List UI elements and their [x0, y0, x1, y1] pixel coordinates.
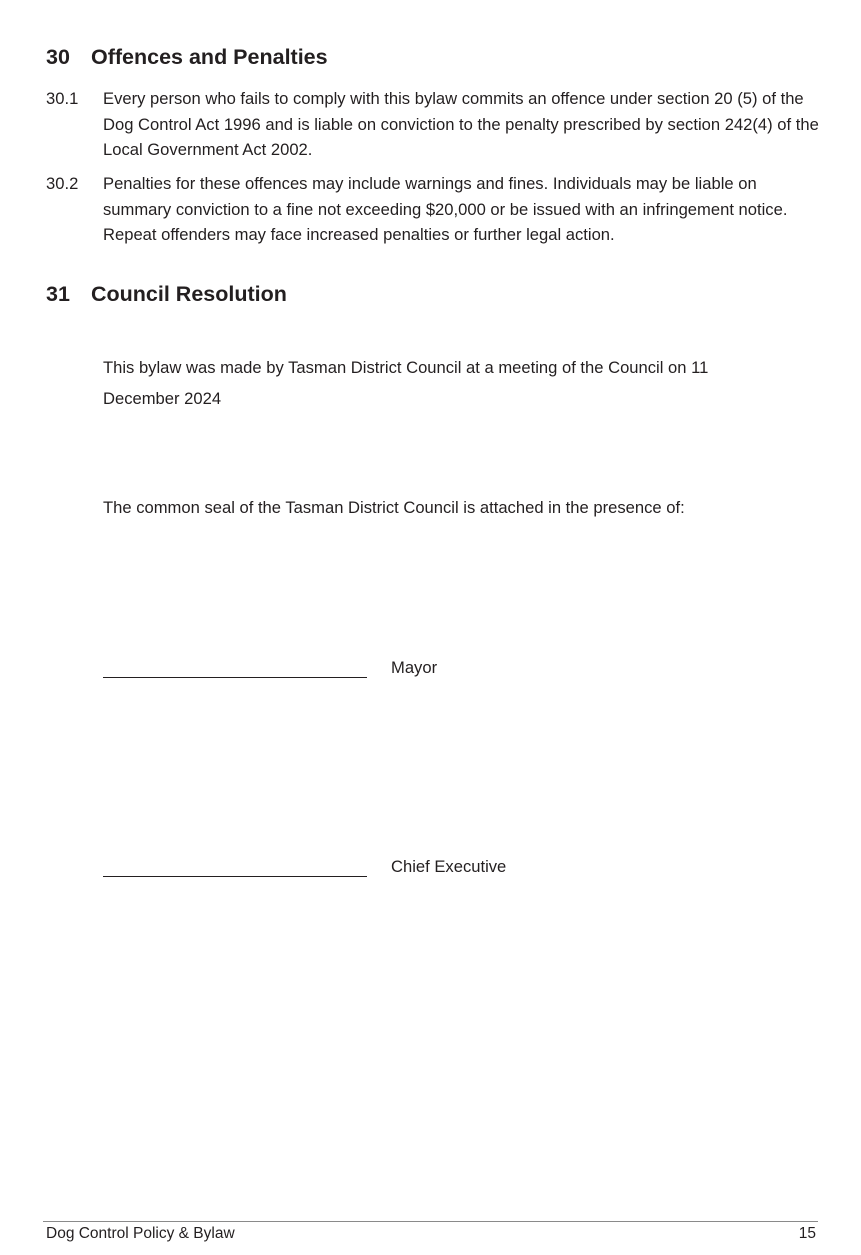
section-title: Council Resolution [91, 282, 287, 306]
footer-page-number: 15 [798, 1225, 816, 1242]
chief-executive-signature-line [103, 876, 367, 877]
section-number: 30 [46, 45, 70, 69]
clause-text: Penalties for these offences may include warnings and fines. Individuals may be liable on summary conviction to a fine not exceeding $20,000 or be issued with an infringement notice. Repeat offenders may face increased penalties or further legal action. [103, 174, 788, 244]
mayor-signature-line [103, 677, 367, 678]
section-title: Offences and Penalties [91, 45, 328, 69]
section-number: 31 [46, 282, 70, 306]
clause-number: 30.2 [46, 174, 79, 193]
clause-30-2 [46, 171, 826, 248]
section-31-heading [46, 282, 287, 307]
resolution-text: This bylaw was made by Tasman District Council at a meeting of the Council on 11 December 2024 [103, 358, 709, 408]
footer-document-title: Dog Control Policy & Bylaw [46, 1225, 235, 1242]
footer-divider [43, 1221, 818, 1222]
seal-text: The common seal of the Tasman District Council is attached in the presence of: [103, 498, 685, 517]
clause-number: 30.1 [46, 89, 79, 108]
clause-30-1 [46, 86, 826, 163]
chief-executive-label: Chief Executive [391, 857, 507, 876]
clause-text: Every person who fails to comply with this bylaw commits an offence under section 20 (5) of the Dog Control Act 1996 and is liable on conviction to the penalty prescribed by section 242(4) of the Local Government Act 2002. [103, 89, 819, 159]
section-30-heading [46, 45, 328, 70]
mayor-label: Mayor [391, 658, 438, 677]
